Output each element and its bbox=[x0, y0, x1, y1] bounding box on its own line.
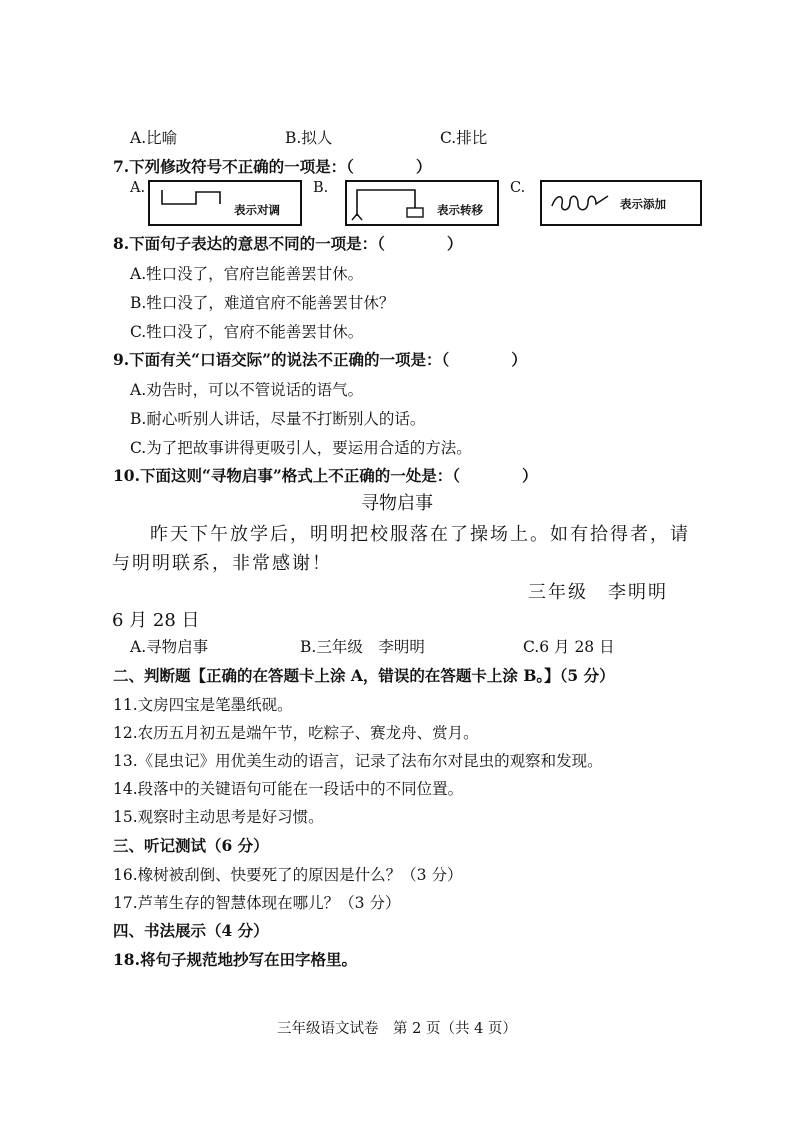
q7-option-a-letter: A. bbox=[130, 180, 146, 196]
question-16: 16.橡树被刮倒、快要死了的原因是什么？（3 分） bbox=[113, 866, 463, 884]
q10-option-b: B.三年级 李明明 bbox=[300, 638, 425, 656]
move-mark-icon bbox=[349, 182, 429, 222]
question-13: 13.《昆虫记》用优美生动的语言，记录了法布尔对昆虫的观察和发现。 bbox=[113, 752, 603, 770]
q9-option-b: B.耐心听别人讲话，尽量不打断别人的话。 bbox=[130, 410, 426, 428]
notice-body-line-2: 与明明联系，非常感谢！ bbox=[112, 553, 332, 574]
q9-option-c: C.为了把故事讲得更吸引人，要运用合适的方法。 bbox=[130, 439, 472, 457]
question-14: 14.段落中的关键语句可能在一段话中的不同位置。 bbox=[113, 780, 464, 798]
q7-option-c-letter: C. bbox=[510, 180, 526, 196]
notice-signature: 三年级 李明明 bbox=[528, 582, 668, 603]
q7-option-c-label: 表示添加 bbox=[620, 197, 666, 211]
question-15: 15.观察时主动思考是好习惯。 bbox=[113, 808, 324, 826]
notice-title: 寻物启事 bbox=[361, 493, 433, 514]
question-11: 11.文房四宝是笔墨纸砚。 bbox=[113, 696, 293, 714]
loop-insert-mark-icon bbox=[548, 190, 614, 220]
page-footer: 三年级语文试卷 第 2 页（共 4 页） bbox=[277, 1021, 517, 1037]
section-3-heading: 三、听记测试（6 分） bbox=[113, 836, 269, 855]
q7-option-b-letter: B. bbox=[313, 180, 329, 196]
q7-option-a-label: 表示对调 bbox=[234, 203, 280, 217]
q6-option-c: C.排比 bbox=[440, 129, 488, 147]
q8-option-b: B.牲口没了，难道官府不能善罢甘休？ bbox=[130, 294, 395, 312]
question-8-stem: 8.下面句子表达的意思不同的一项是：（ ） bbox=[113, 234, 463, 253]
swap-mark-icon bbox=[156, 186, 226, 212]
q6-option-a: A.比喻 bbox=[130, 129, 178, 147]
q8-option-c: C.牲口没了，官府不能善罢甘休。 bbox=[130, 323, 364, 341]
q7-option-b-label: 表示转移 bbox=[437, 203, 483, 217]
q7-option-a-box bbox=[148, 180, 302, 226]
q10-option-c: C.6 月 28 日 bbox=[523, 638, 615, 656]
question-7-stem: 7.下列修改符号不正确的一项是：（ ） bbox=[113, 157, 432, 176]
q10-option-a: A.寻物启事 bbox=[130, 638, 209, 656]
section-4-heading: 四、书法展示（4 分） bbox=[113, 921, 269, 940]
q9-option-a: A.劝告时，可以不管说话的语气。 bbox=[130, 381, 364, 399]
notice-date: 6 月 28 日 bbox=[112, 610, 200, 631]
notice-body-line-1: 昨天下午放学后，明明把校服落在了操场上。如有拾得者，请 bbox=[150, 524, 690, 545]
question-12: 12.农历五月初五是端午节，吃粽子、赛龙舟、赏月。 bbox=[113, 724, 479, 742]
question-17: 17.芦苇生存的智慧体现在哪儿？（3 分） bbox=[113, 894, 401, 912]
q6-option-b: B.拟人 bbox=[285, 129, 333, 147]
section-2-heading: 二、判断题【正确的在答题卡上涂 A，错误的在答题卡上涂 B。】（5 分） bbox=[113, 666, 615, 685]
question-9-stem: 9.下面有关“口语交际”的说法不正确的一项是：（ ） bbox=[113, 350, 527, 369]
q8-option-a: A.牲口没了，官府岂能善罢甘休。 bbox=[130, 265, 364, 283]
question-18: 18.将句子规范地抄写在田字格里。 bbox=[113, 950, 357, 969]
question-10-stem: 10.下面这则“寻物启事”格式上不正确的一处是：（ ） bbox=[113, 466, 538, 485]
q7-option-c-box bbox=[540, 180, 702, 226]
q7-option-b-box bbox=[345, 180, 499, 226]
